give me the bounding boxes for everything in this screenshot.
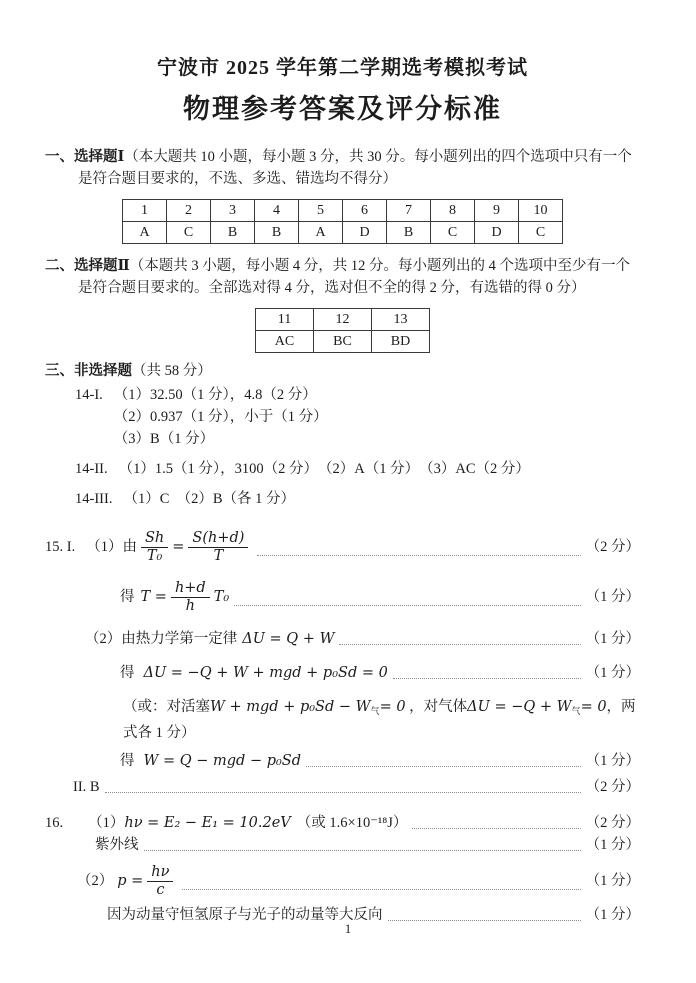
question-number-cell: 11 (256, 309, 314, 331)
dot-leader (144, 850, 581, 851)
section1-heading: 一、选择题Ⅰ (45, 149, 125, 165)
fraction-denominator: T (213, 547, 224, 564)
formula-lhs: p = (117, 873, 144, 889)
answer-line-15-4 (120, 662, 640, 684)
dot-leader (105, 792, 581, 793)
answer-text: 因为动量守恒氢原子与光子的动量等大反向 (107, 907, 383, 923)
section1-intro (45, 146, 640, 190)
subscript: 气 (370, 706, 380, 716)
line-prefix: 得 (120, 665, 135, 681)
dot-leader (182, 889, 580, 890)
dot-leader (339, 644, 580, 645)
formula: ΔU = −Q + W + mgd + p₀Sd = 0 (143, 665, 388, 681)
line-prefix: （2）由热力学第一定律 (85, 631, 238, 647)
formula-suffix: T₀ (213, 589, 230, 605)
answer-line-16-2 (95, 834, 640, 856)
equals-sign: = (172, 539, 185, 555)
answers-row (256, 331, 430, 353)
dot-leader (306, 766, 581, 767)
subscript: 气 (571, 706, 581, 716)
score-label: （1 分） (585, 753, 640, 769)
score-label: （1 分） (585, 631, 640, 647)
line-prefix: 得 (120, 753, 135, 769)
fraction-denominator: h (185, 597, 195, 614)
question-number-cell: 6 (343, 200, 387, 222)
question-number-cell: 13 (372, 309, 430, 331)
answer-line: （2）0.937（1 分），小于（1 分） (113, 409, 328, 425)
question-numbers-row (256, 309, 430, 331)
answer-text: II. B (73, 779, 100, 795)
answer-cell: BD (372, 331, 430, 353)
answer-line: （1）1.5（1 分），3100（2 分） （2）A（1 分） （3）AC（2 分） (118, 461, 530, 477)
line-suffix: ，两式各 1 分） (123, 699, 636, 741)
question-numbers-row (123, 200, 563, 222)
answer-line-15-alt (123, 696, 640, 744)
dot-leader (257, 555, 580, 556)
question-number-cell: 5 (299, 200, 343, 222)
dot-leader (234, 605, 580, 606)
formula: ΔU = −Q + W (467, 699, 572, 715)
answer-line-15-5 (120, 750, 640, 772)
fraction-shd-t (188, 530, 248, 565)
item-label: 14-III. (75, 491, 113, 507)
line-prefix: （或：对活塞 (123, 699, 210, 715)
answer-item-14-I (75, 384, 640, 450)
line-middle: ，对气体 (405, 699, 468, 715)
formula: W = Q − mgd − p₀Sd (143, 753, 302, 769)
answer-cell: BC (314, 331, 372, 353)
item-label: 16. (45, 815, 64, 831)
answer-line-16-3 (77, 858, 640, 904)
answers-row (123, 222, 563, 244)
question-number-cell: 3 (211, 200, 255, 222)
answer-cell: B (211, 222, 255, 244)
question-number-cell: 9 (475, 200, 519, 222)
answer-line: （1）32.50（1 分），4.8（2 分） (113, 387, 317, 403)
answer-key-title: 物理参考答案及评分标准 (183, 94, 502, 124)
score-label: （1 分） (585, 873, 640, 889)
fraction-denominator: T₀ (146, 547, 163, 564)
answer-item-14-III (75, 488, 640, 510)
answer-line: （1）C （2）B（各 1 分） (123, 491, 296, 507)
question-number-cell: 7 (387, 200, 431, 222)
question-number-cell: 10 (519, 200, 563, 222)
answer-item-14-II (75, 458, 640, 480)
section2-intro (45, 255, 640, 299)
answer-cell: AC (256, 331, 314, 353)
score-label: （1 分） (585, 907, 640, 923)
formula: ΔU = Q + W (242, 631, 335, 647)
section3-desc: （共 58 分） (132, 363, 212, 379)
line-prefix: 得 (120, 589, 135, 605)
formula: = 0 (379, 699, 406, 715)
exam-title: 宁波市 2025 学年第二学期选考模拟考试 (157, 57, 528, 79)
fraction-numerator: h+d (171, 580, 210, 598)
section2-heading: 二、选择题Ⅱ (45, 258, 130, 274)
item-label: 15. I. (45, 539, 76, 555)
answer-cell: D (343, 222, 387, 244)
question-number-cell: 8 (431, 200, 475, 222)
choice-answers-table-1 (122, 199, 563, 244)
answer-cell: C (167, 222, 211, 244)
question-number-cell: 2 (167, 200, 211, 222)
item-answers (114, 384, 328, 450)
section3-heading-line (45, 360, 640, 382)
answer-cell: B (255, 222, 299, 244)
formula-alt: （或 1.6×10⁻¹⁸J） (296, 815, 408, 831)
question-number-cell: 1 (123, 200, 167, 222)
page-number: 1 (344, 921, 352, 936)
answer-line-15-1 (45, 524, 640, 570)
line-prefix: （1）由 (86, 539, 137, 555)
score-label: （1 分） (585, 589, 640, 605)
question-number-cell: 12 (314, 309, 372, 331)
answer-cell: D (475, 222, 519, 244)
item-label: 14-II. (75, 461, 108, 477)
answer-line-15-II (73, 776, 640, 798)
formula: hν = E₂ − E₁ = 10.2eV (124, 815, 291, 831)
section2-desc: （本题共 3 小题，每小题 4 分，共 12 分。每小题列出的 4 个选项中至少有一个是符合题目要求的。全部选对得 4 分，选对但不全的得 2 分，有选错的得 0 分） (78, 258, 630, 296)
fraction-hv-c (147, 864, 173, 899)
formula-lhs: T = (140, 589, 167, 605)
fraction-sh-t0 (141, 530, 168, 565)
section1-desc: （本大题共 10 小题，每小题 3 分，共 30 分。每小题列出的四个选项中只有一个是符合题目要求的，不选、多选、错选均不得分） (78, 149, 632, 187)
formula: W + mgd + p₀Sd − W (210, 699, 371, 715)
line-prefix: （2） (77, 873, 114, 889)
answer-cell: B (387, 222, 431, 244)
choice-answers-table-2 (255, 308, 430, 353)
score-label: （2 分） (585, 815, 640, 831)
item-label: 14-I. (75, 387, 103, 403)
fraction-numerator: hν (147, 864, 173, 882)
dot-leader (393, 678, 581, 679)
answer-line-15-2 (120, 574, 640, 620)
answer-cell: C (431, 222, 475, 244)
answer-line: （3）B（1 分） (113, 431, 215, 447)
answer-cell: C (519, 222, 563, 244)
answer-line-15-3 (85, 628, 640, 650)
dot-leader (412, 828, 580, 829)
fraction-numerator: S(h+d) (188, 530, 248, 548)
question-number-cell: 4 (255, 200, 299, 222)
answer-cell: A (123, 222, 167, 244)
score-label: （1 分） (585, 665, 640, 681)
fraction-numerator: Sh (141, 530, 168, 548)
fraction-hd-h (171, 580, 210, 615)
answer-line-16-1 (45, 812, 640, 834)
answer-text: 紫外线 (95, 837, 139, 853)
answer-cell: A (299, 222, 343, 244)
fraction-denominator: c (156, 881, 165, 898)
score-label: （2 分） (585, 539, 640, 555)
score-label: （1 分） (585, 837, 640, 853)
line-prefix: （1） (88, 815, 125, 831)
section3-heading: 三、非选择题 (45, 363, 132, 379)
score-label: （2 分） (585, 779, 640, 795)
formula: = 0 (580, 699, 607, 715)
